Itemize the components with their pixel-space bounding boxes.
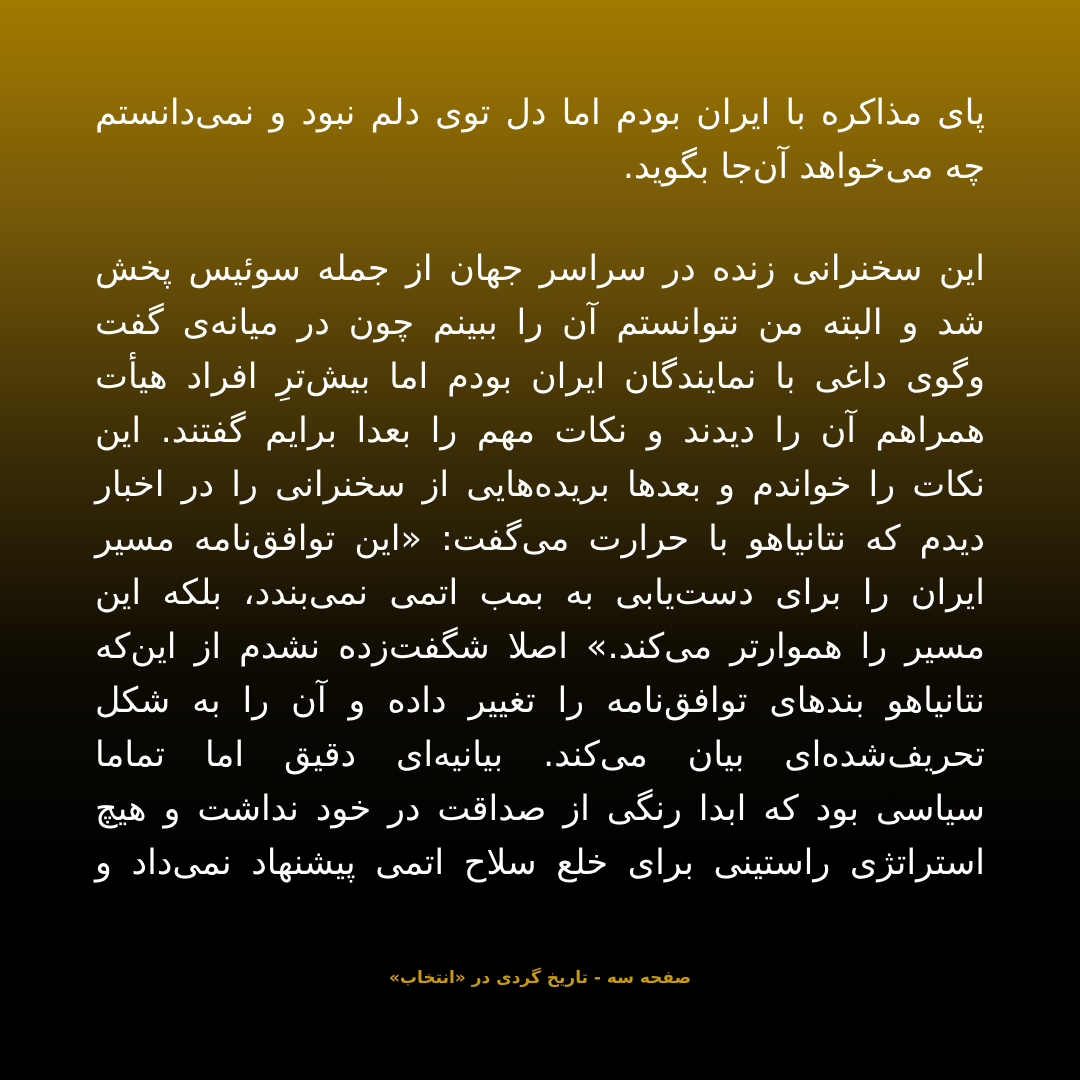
paragraph-2-line-1: این سخنرانی زنده در سراسر جهان از جمله سوئیس پخش [95,249,985,289]
paragraph-2-line-8: مسیر را هموارتر می‌کند.» اصلا شگفت‌زده نشدم از این‌که [95,627,985,667]
paragraph-2-line-2: شد و البته من نتوانستم آن را ببینم چون در میانه‌ی گفت [95,303,985,343]
page-caption: صفحه سه - تاریخ گردی در «انتخاب» [388,968,692,988]
paragraph-2-line-4: همراهم آن را دیدند و نکات مهم را بعدا برایم گفتند. این [95,411,985,451]
paragraph-1 [95,86,985,194]
paragraph-1-line-2: چه می‌خواهد آن‌جا بگوید. [622,147,985,187]
paragraph-1-line-1: پای مذاکره با ایران بودم اما دل توی دلم نبود و نمی‌دانستم [95,93,985,133]
paragraph-2-line-7: ایران را برای دست‌یابی به بمب اتمی نمی‌بندد، بلکه این [95,573,985,613]
paragraph-2 [95,242,985,890]
paragraph-2-line-11: سیاسی بود که ابدا رنگی از صداقت در خود نداشت و هیچ [95,789,985,829]
paragraph-2-line-3: وگوی داغی با نمایندگان ایران بودم اما بیش‌ترِ افراد هیأت [95,357,985,397]
paragraph-2-line-6: دیدم که نتانیاهو با حرارت می‌گفت: «این توافق‌نامه مسیر [95,519,985,559]
paragraph-2-line-10: تحریف‌شده‌ای بیان می‌کند. بیانیه‌ای دقیق اما تماما [95,735,985,775]
paragraph-2-line-5: نکات را خواندم و بعدها بریده‌هایی از سخنرانی را در اخبار [95,465,985,505]
paragraph-2-line-12: استراتژی راستینی برای خلع سلاح اتمی پیشنهاد نمی‌داد و [95,843,985,883]
paragraph-2-line-9: نتانیاهو بندهای توافق‌نامه را تغییر داده و آن را به شکل [95,681,985,721]
